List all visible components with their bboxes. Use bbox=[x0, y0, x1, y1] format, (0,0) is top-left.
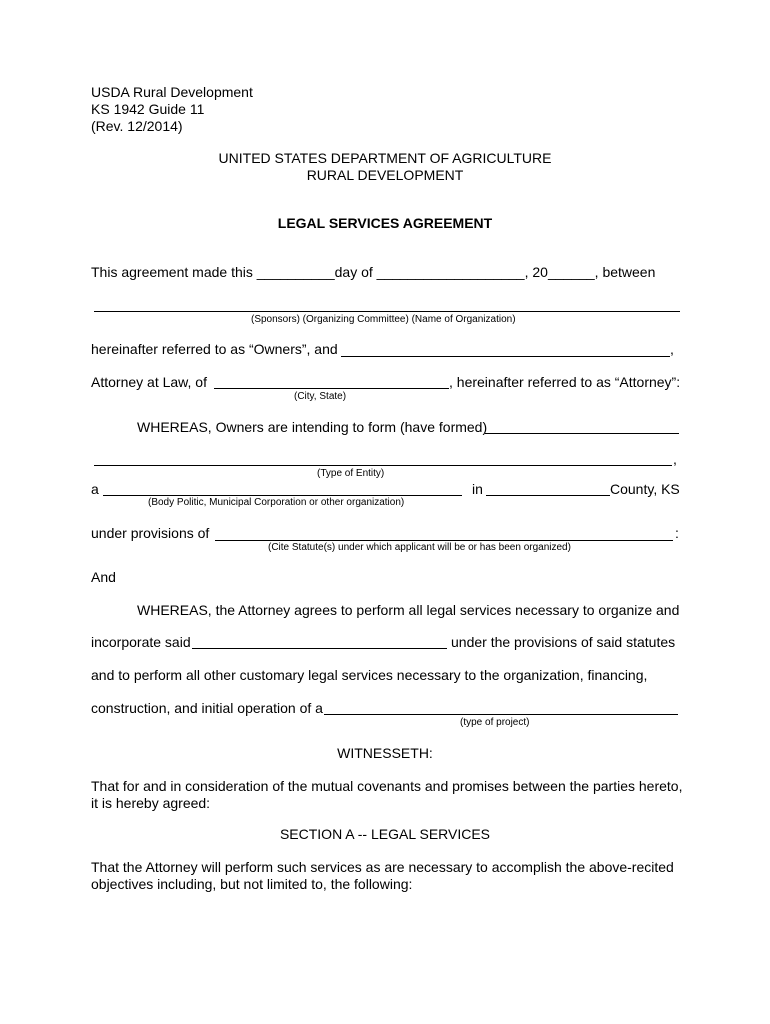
revision-date: (Rev. 12/2014) bbox=[91, 118, 183, 134]
document-title: LEGAL SERVICES AGREEMENT bbox=[277, 215, 493, 231]
department-line1: UNITED STATES DEPARTMENT OF AGRICULTURE bbox=[218, 150, 552, 166]
day-blank[interactable]: __________ bbox=[256, 264, 335, 280]
attorney-suffix-text: , hereinafter referred to as “Attorney”: bbox=[449, 374, 681, 390]
year-text: , 20______, between bbox=[524, 264, 656, 280]
witnesseth-heading: WITNESSETH: bbox=[337, 745, 433, 761]
type-of-project-caption: (type of project) bbox=[460, 717, 530, 728]
entity-in-text: in bbox=[472, 481, 483, 497]
sponsors-caption: (Sponsors) (Organizing Committee) (Name of Organization) bbox=[251, 314, 516, 325]
agreement-line bbox=[91, 264, 655, 280]
whereas-attorney-line3: and to perform all other customary legal services necessary to the organization, financing, bbox=[91, 667, 648, 683]
body-politic-blank-line[interactable] bbox=[103, 495, 462, 496]
entity-a-text: a bbox=[91, 481, 99, 497]
whereas-owners-text: WHEREAS, Owners are intending to form (have formed) bbox=[137, 419, 488, 435]
attorney-name-blank-line[interactable] bbox=[341, 356, 670, 357]
section-a-heading: SECTION A -- LEGAL SERVICES bbox=[279, 826, 491, 842]
county-blank-line[interactable] bbox=[486, 495, 610, 496]
statute-blank-line[interactable] bbox=[215, 540, 673, 541]
body-politic-caption: (Body Politic, Municipal Corporation or other organization) bbox=[148, 497, 405, 508]
statute-caption: (Cite Statute(s) under which applicant will be or has been organized) bbox=[268, 542, 571, 553]
construction-text: construction, and initial operation of a bbox=[91, 700, 323, 716]
incorporate-said-text: incorporate said bbox=[91, 634, 191, 650]
county-ks-text: County, KS bbox=[610, 481, 680, 497]
provisions-statutes-text: under the provisions of said statutes bbox=[451, 634, 676, 650]
consideration-paragraph: That for and in consideration of the mutual covenants and promises between the parties hereto, it is hereby agreed: bbox=[91, 778, 683, 811]
entity-line-comma: , bbox=[673, 451, 677, 467]
city-state-caption: (City, State) bbox=[294, 391, 347, 402]
sponsors-blank-line[interactable] bbox=[94, 311, 680, 312]
and-text: And bbox=[91, 569, 116, 585]
entity-form-blank-line[interactable] bbox=[485, 433, 679, 434]
type-of-project-blank-line[interactable] bbox=[324, 714, 678, 715]
agency-name: USDA Rural Development bbox=[91, 84, 253, 100]
month-blank[interactable]: ___________________ bbox=[376, 264, 525, 280]
type-of-entity-blank-line[interactable] bbox=[94, 465, 672, 466]
city-state-blank-line[interactable] bbox=[214, 388, 449, 389]
attorney-at-law-text: Attorney at Law, of bbox=[91, 374, 207, 390]
day-of-text: day of bbox=[334, 264, 377, 280]
provisions-colon: : bbox=[675, 525, 679, 541]
department-line2: RURAL DEVELOPMENT bbox=[306, 167, 464, 183]
owners-line-comma: , bbox=[670, 341, 674, 357]
type-of-entity-caption: (Type of Entity) bbox=[317, 468, 385, 479]
whereas-attorney-line1: WHEREAS, the Attorney agrees to perform all legal services necessary to organize and bbox=[137, 602, 680, 618]
under-provisions-text: under provisions of bbox=[91, 525, 210, 541]
incorporate-blank-line[interactable] bbox=[192, 648, 447, 649]
services-paragraph: That the Attorney will perform such services as are necessary to accomplish the above-recited objectives including, but not limited to, the following: bbox=[91, 859, 674, 892]
guide-number: KS 1942 Guide 11 bbox=[91, 101, 205, 117]
owners-text: hereinafter referred to as “Owners”, and bbox=[91, 341, 338, 357]
agreement-prefix: This agreement made this bbox=[91, 264, 257, 280]
